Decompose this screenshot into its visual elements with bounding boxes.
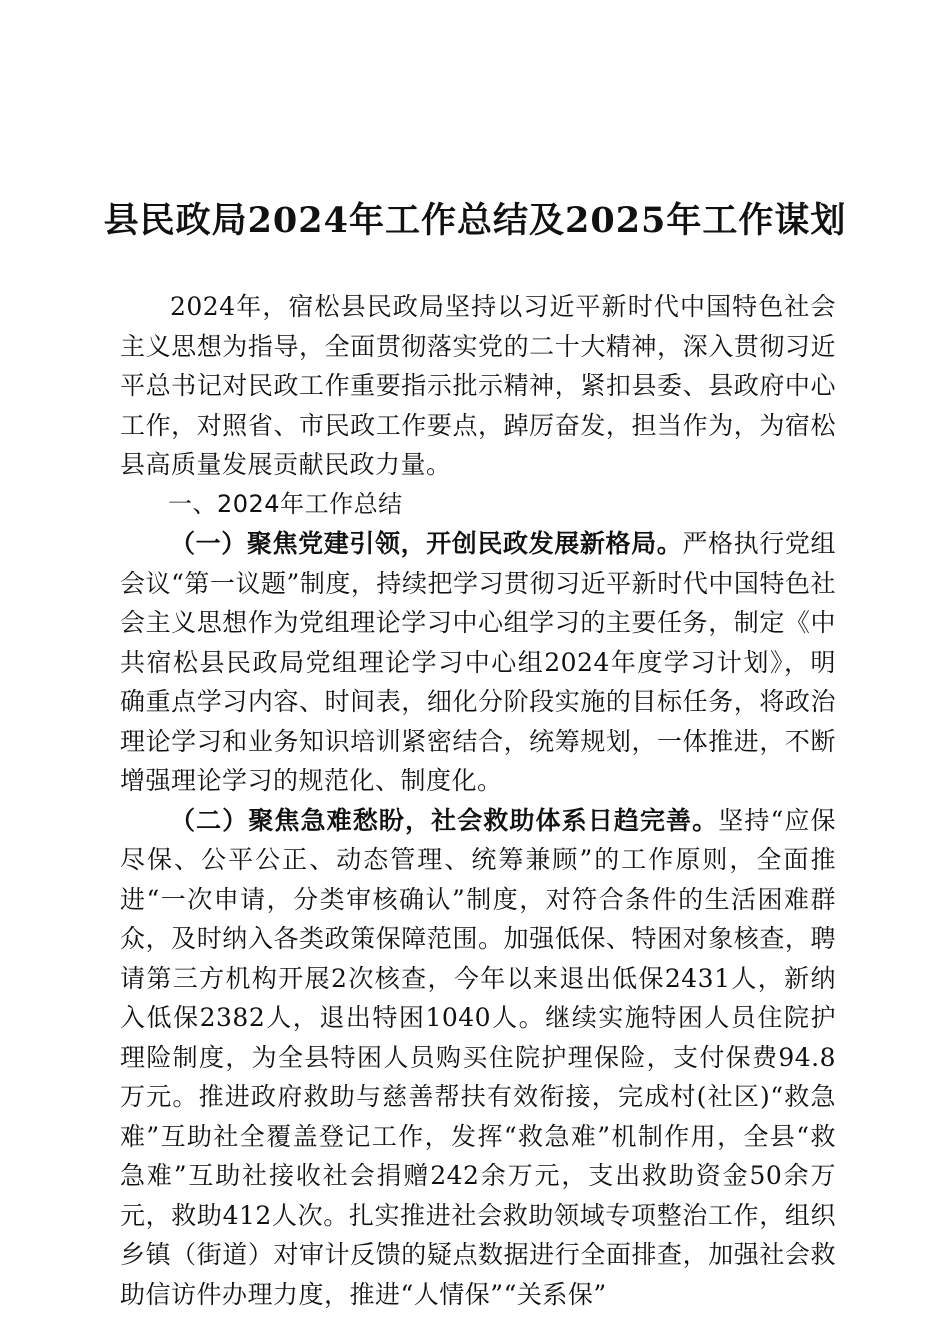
section-heading-1: 一、2024年工作总结 (168, 489, 403, 518)
document-title: 县民政局2024年工作总结及2025年工作谋划 (103, 200, 847, 241)
paragraph-1-body: 严格执行党组会议“第一议题”制度，持续把学习贯彻习近平新时代中国特色社会主义思想作为党组理论学习中心组学习的主要任务，制定《中共宿松县民政局党组理论学习中心组2024年度学习计划》，明确重点学习内容、时间表，细化分阶段实施的目标任务，将政治理论学习和业务知识培训紧密结合，统筹规划，一体推进，不断增强理论学习的规范化、制度化。 (120, 529, 836, 795)
paragraph-2-lead: （二）聚焦急难愁盼，社会救助体系日趋完善。 (170, 805, 719, 835)
paragraph-1 (120, 524, 836, 801)
intro-paragraph: 2024年，宿松县民政局坚持以习近平新时代中国特色社会主义思想为指导，全面贯彻落实党的二十大精神，深入贯彻习近平总书记对民政工作重要指示批示精神，紧扣县委、县政府中心工作，对照省、市民政工作要点，踔厉奋发，担当作为，为宿松县高质量发展贡献民政力量。 (120, 292, 836, 479)
paragraph-2 (120, 801, 836, 1315)
paragraph-2-body: 坚持“应保尽保、公平公正、动态管理、统筹兼顾”的工作原则，全面推进“一次申请，分类审核确认”制度，对符合条件的生活困难群众，及时纳入各类政策保障范围。加强低保、特困对象核查，聘请第三方机构开展2次核查，今年以来退出低保2431人，新纳入低保2382人，退出特困1040人。继续实施特困人员住院护理险制度，为全县特困人员购买住院护理保险，支付保费94.8万元。推进政府救助与慈善帮扶有效衔接，完成村(社区)“救急难”互助社全覆盖登记工作，发挥“救急难”机制作用，全县“救急难”互助社接收社会捐赠242余万元，支出救助资金50余万元，救助412人次。扎实推进社会救助领域专项整治工作，组织乡镇（街道）对审计反馈的疑点数据进行全面排查，加强社会救助信访件办理力度，推进“人情保”“关系保” (120, 805, 836, 1309)
paragraph-1-lead: （一）聚焦党建引领，开创民政发展新格局。 (170, 529, 683, 558)
document-body (120, 287, 836, 1314)
